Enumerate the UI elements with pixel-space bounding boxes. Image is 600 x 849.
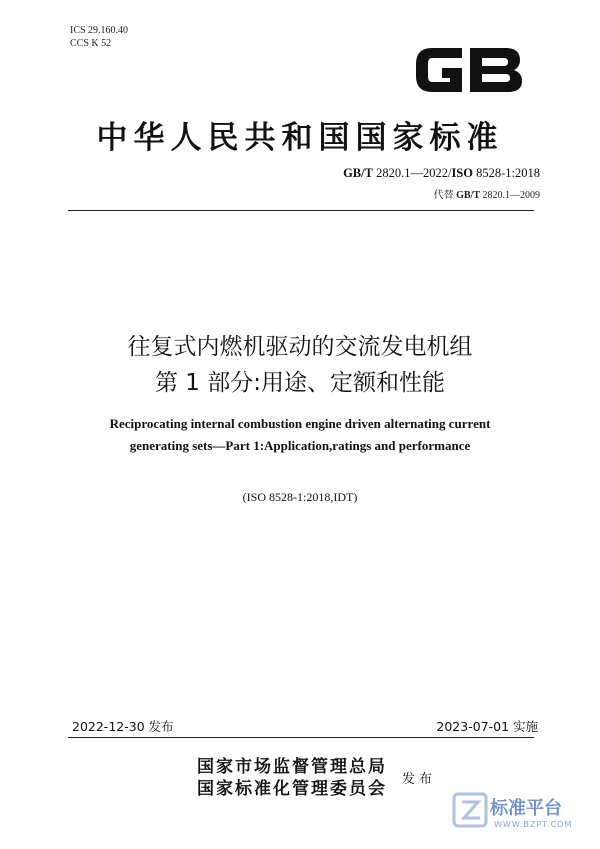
gb-logo	[410, 40, 526, 98]
issuer-samr: 国家市场监督管理总局	[197, 757, 387, 777]
replaces-number: 2820.1—2009	[480, 190, 540, 201]
ccs-line: CCS K 52	[70, 38, 112, 49]
replaces-prefix: 代替	[433, 190, 457, 201]
gb-number: 2820.1—2022/	[372, 166, 452, 180]
replaces-note	[434, 186, 540, 201]
iso-prefix: ISO	[451, 166, 473, 180]
bottom-divider	[68, 737, 534, 738]
title-en-line1: Reciprocating internal combustion engine driven alternating current	[109, 416, 491, 431]
iso-reference: (ISO 8528-1:2018,IDT)	[242, 490, 358, 504]
watermark-url: WWW.BZPT.COM	[494, 820, 573, 829]
implement-date: 2023-07-01 实施	[436, 719, 538, 734]
publish-label: 发布	[402, 772, 437, 787]
ics-code	[70, 24, 128, 50]
ics-line: ICS 29.160.40	[70, 25, 129, 36]
standard-number	[343, 166, 540, 181]
watermark-text: 标准平台	[490, 798, 562, 819]
standard-title: 中华人民共和国国家标准	[96, 120, 504, 156]
issuer-sac: 国家标准化管理委员会	[197, 779, 387, 799]
title-cn-line1: 往复式内燃机驱动的交流发电机组	[127, 334, 473, 360]
title-en-line2: generating sets—Part 1:Application,ratings and performance	[129, 438, 471, 453]
top-divider	[68, 210, 534, 211]
title-cn-line2: 第 1 部分:用途、定额和性能	[154, 370, 445, 396]
replaces-gb: GB/T	[456, 190, 480, 201]
issue-date: 2022-12-30 发布	[72, 719, 174, 734]
gb-prefix: GB/T	[343, 166, 373, 180]
iso-number: 8528-1:2018	[472, 166, 540, 180]
